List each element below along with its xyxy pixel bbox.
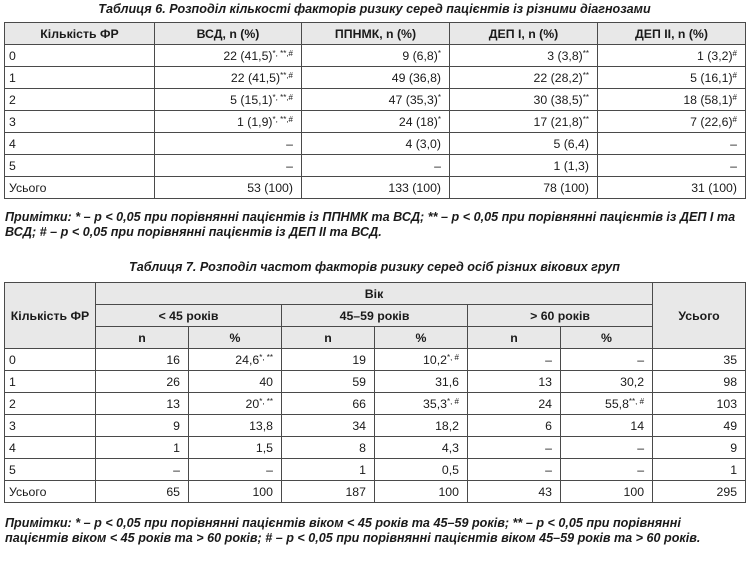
table7-cell-value: 8 — [359, 440, 366, 455]
table7-cell-value: 24 — [538, 396, 552, 411]
table7-cell-value: 34 — [352, 418, 366, 433]
table6-cell — [155, 177, 302, 199]
table6-cell-significance: * — [437, 92, 441, 102]
table6-cell — [450, 45, 598, 67]
table7-cell — [282, 349, 375, 371]
table7-row — [5, 481, 746, 503]
table7-cell-value: 30,2 — [620, 374, 645, 389]
table7-cell — [561, 393, 653, 415]
table6-row — [5, 177, 746, 199]
table7-row-label: 3 — [5, 415, 96, 437]
table7-cell-value: – — [545, 440, 552, 455]
table7-cell-value: 59 — [352, 374, 366, 389]
table7-header-row — [5, 283, 746, 305]
table6-cell — [302, 45, 450, 67]
table7-row — [5, 371, 746, 393]
table6-row-label: 0 — [5, 45, 155, 67]
table7-cell-value: 9 — [730, 440, 738, 455]
table7-cell — [653, 481, 746, 503]
table7-cell-value: 187 — [345, 484, 366, 499]
table7-cell-value: 1,5 — [255, 440, 273, 455]
table7-cell-value: 103 — [716, 396, 738, 411]
table6-cell-value: 5 (6,4) — [553, 136, 589, 151]
table7-cell — [189, 371, 282, 393]
table6-row — [5, 45, 746, 67]
table7-body — [5, 349, 746, 503]
table6 — [4, 22, 746, 199]
table6-header-cell: ВСД, n (%) — [155, 23, 302, 45]
table7-row — [5, 393, 746, 415]
table7-subheader: n — [282, 327, 375, 349]
table7-cell-value: 295 — [716, 484, 738, 499]
table6-cell-significance: # — [732, 48, 737, 58]
table6-cell-value: 5 (16,1) — [690, 70, 733, 85]
table7-row-label: 4 — [5, 437, 96, 459]
table7-cell — [96, 371, 189, 393]
table7-cell-value: – — [545, 352, 552, 367]
table7-cell-value: 24,6 — [235, 352, 260, 367]
table7-subheader: n — [96, 327, 189, 349]
table6-cell — [598, 177, 746, 199]
table6-header-cell: ППНМК, n (%) — [302, 23, 450, 45]
table7-row — [5, 349, 746, 371]
table7-row — [5, 459, 746, 481]
table7-cell — [282, 415, 375, 437]
table7-cell-value: 10,2 — [423, 352, 447, 367]
table7-cell — [561, 415, 653, 437]
table6-cell-significance: # — [732, 70, 737, 80]
table7-cell-value: 6 — [545, 418, 552, 433]
table6-cell — [302, 89, 450, 111]
table7-total-header: Усього — [653, 283, 746, 349]
table6-cell-significance: ** — [582, 48, 589, 58]
table6-row — [5, 133, 746, 155]
table6-row — [5, 89, 746, 111]
table7-subheader: % — [561, 327, 653, 349]
table7-cell — [561, 371, 653, 393]
table6-cell — [598, 45, 746, 67]
table7-cell — [468, 371, 561, 393]
table6-cell-value: 47 (35,3) — [388, 92, 438, 107]
table7-cell-value: 18,2 — [435, 418, 459, 433]
table6-cell-value: – — [730, 136, 737, 151]
table7-cell — [96, 393, 189, 415]
table6-cell-value: 133 (100) — [388, 180, 441, 195]
table6-row — [5, 111, 746, 133]
table6-cell — [155, 133, 302, 155]
table7-cell — [282, 371, 375, 393]
table7-cell-value: 35,3 — [423, 396, 447, 411]
table7-cell-value: 35 — [723, 352, 738, 367]
table6-caption: Таблиця 6. Розподіл кількості факторів ризику серед пацієнтів із різними діагнозами — [98, 2, 651, 16]
table6-cell — [155, 67, 302, 89]
table7-cell — [189, 393, 282, 415]
table6-cell-value: 49 (36,8) — [391, 70, 441, 85]
table6-cell-significance: *, **,# — [272, 114, 293, 124]
table6-cell-value: 1 (3,2) — [697, 48, 733, 63]
table7-cell — [375, 437, 468, 459]
table7-cell — [375, 459, 468, 481]
table7-cell-value: 40 — [259, 374, 273, 389]
table6-header-cell: Кількість ФР — [5, 23, 155, 45]
table6-header-cell: ДЕП ІІ, n (%) — [598, 23, 746, 45]
table7-cell — [468, 349, 561, 371]
table6-cell — [302, 177, 450, 199]
table6-cell-value: – — [286, 136, 293, 151]
table7-cell-value: – — [637, 462, 645, 477]
table6-cell-value: 7 (22,6) — [690, 114, 733, 129]
table6-cell-significance: *, **,# — [272, 48, 293, 58]
table6-header-cell: ДЕП І, n (%) — [450, 23, 598, 45]
table6-cell-value: 18 (58,1) — [683, 92, 733, 107]
table7-cell-value: 13,8 — [249, 418, 273, 433]
table6-header-row — [5, 23, 746, 45]
table7-cell — [189, 481, 282, 503]
table7-cell-value: 100 — [252, 484, 273, 499]
table6-cell — [598, 89, 746, 111]
table6-cell-value: 22 (41,5) — [223, 48, 273, 63]
table6-cell-significance: ** — [582, 70, 589, 80]
table7-group-header: 45–59 років — [282, 305, 468, 327]
table6-row-label: 4 — [5, 133, 155, 155]
table7-cell-value: 1 — [359, 462, 366, 477]
table6-cell — [450, 89, 598, 111]
table7-cell-value: 1 — [173, 440, 180, 455]
table7-subheader: n — [468, 327, 561, 349]
table6-note: Примітки: * – p < 0,05 при порівнянні пацієнтів із ППНМК та ВСД; ** – p < 0,05 при порівнянні пацієнтів із ДЕП І та ВСД; # – p < 0,05 при порівнянні пацієнтів із ДЕП ІІ та ВСД. — [5, 210, 736, 239]
table7-cell-value: – — [266, 462, 273, 477]
table7-cell-value: 9 — [173, 418, 180, 433]
table7-cell-value: 43 — [538, 484, 552, 499]
table7-cell — [282, 459, 375, 481]
table7-cell-value: – — [545, 462, 552, 477]
table6-cell-significance: **,# — [280, 70, 293, 80]
table6-cell-value: 17 (21,8) — [533, 114, 583, 129]
table6-row — [5, 67, 746, 89]
table6-cell-value: 22 (28,2) — [533, 70, 583, 85]
table6-cell — [450, 67, 598, 89]
table7-cell-value: 49 — [723, 418, 738, 433]
table7-cell — [375, 393, 468, 415]
table6-cell-significance: * — [437, 114, 441, 124]
table7-cell — [561, 481, 653, 503]
table7-row — [5, 415, 746, 437]
table6-cell-value: 78 (100) — [543, 180, 589, 195]
table7-cell-significance: *, # — [446, 396, 459, 406]
table7-cell-value: 98 — [723, 374, 738, 389]
table6-body — [5, 45, 746, 199]
table6-cell — [598, 133, 746, 155]
table6-cell — [302, 133, 450, 155]
table7-cell — [468, 459, 561, 481]
table7-group-header: > 60 років — [468, 305, 653, 327]
table7-cell — [189, 349, 282, 371]
table6-cell-value: – — [434, 158, 441, 173]
table7-cell — [96, 459, 189, 481]
table7-cell — [653, 393, 746, 415]
table7-cell — [96, 349, 189, 371]
table6-cell-value: 22 (41,5) — [230, 70, 281, 85]
table6-cell-value: 4 (3,0) — [405, 136, 441, 151]
table7-cell-value: 20 — [245, 396, 260, 411]
table7-cell — [96, 415, 189, 437]
table7-cell — [189, 415, 282, 437]
table6-cell — [155, 155, 302, 177]
table6-cell-value: 1 (1,9) — [236, 114, 273, 129]
table7-cell-value: 4,3 — [441, 440, 459, 455]
table6-cell — [155, 89, 302, 111]
table7-cell — [375, 481, 468, 503]
table6-cell — [302, 67, 450, 89]
table7-cell-value: 66 — [352, 396, 366, 411]
table7-cell-value: – — [637, 352, 645, 367]
table6-cell-significance: # — [732, 114, 737, 124]
table6-cell-value: – — [286, 158, 293, 173]
table6-cell — [155, 45, 302, 67]
table7-cell-value: 0,5 — [441, 462, 459, 477]
table7-row-label: 2 — [5, 393, 96, 415]
table6-cell-significance: ** — [582, 114, 589, 124]
table6-row-label: 3 — [5, 111, 155, 133]
table6-cell-value: 24 (18) — [398, 114, 438, 129]
table7-cell-value: 100 — [438, 484, 459, 499]
table7-cell — [653, 371, 746, 393]
table7-cell-value: 65 — [166, 484, 180, 499]
table7-cell-value: 1 — [730, 462, 738, 477]
table7-row-label: 0 — [5, 349, 96, 371]
table7-cell-value: 31,6 — [435, 374, 459, 389]
table7-row-label: 1 — [5, 371, 96, 393]
table6-cell-value: 9 (6,8) — [402, 48, 438, 63]
table6-cell — [598, 155, 746, 177]
table7-subheader: % — [189, 327, 282, 349]
table7-cell — [468, 393, 561, 415]
table7-row — [5, 437, 746, 459]
table7-cell — [189, 437, 282, 459]
table7-age-header: Вік — [96, 283, 653, 305]
table7-cell — [282, 437, 375, 459]
table6-cell-significance: *, **,# — [272, 92, 293, 102]
table7-cell-value: 100 — [623, 484, 645, 499]
table7-cell-value: 14 — [630, 418, 645, 433]
table6-row-label: 1 — [5, 67, 155, 89]
table7-group-row — [5, 305, 746, 327]
table7-cell — [468, 481, 561, 503]
table6-row-label: 5 — [5, 155, 155, 177]
table6-row — [5, 155, 746, 177]
table6-cell-value: 53 (100) — [247, 180, 293, 195]
table7-cell — [561, 437, 653, 459]
table6-cell-value: 5 (15,1) — [230, 92, 273, 107]
table7-cell-value: 26 — [166, 374, 180, 389]
table7-note: Примітки: * – p < 0,05 при порівнянні пацієнтів віком < 45 років та 45–59 років; ** – p < 0,05 при порівнянні пацієнтів віком < 45 років та > 60 років; # – p < 0,05 при порівнянні пацієнтів віком 45–59 років та > 60 років. — [5, 516, 701, 545]
table7-row-label: Усього — [5, 481, 96, 503]
table7-cell — [653, 349, 746, 371]
table7-cell — [189, 459, 282, 481]
table6-cell-value: 1 (1,3) — [553, 158, 589, 173]
table7-caption: Таблиця 7. Розподіл частот факторів ризику серед осіб різних вікових груп — [129, 260, 620, 274]
table7-cell — [468, 437, 561, 459]
table7-cell — [375, 415, 468, 437]
table7-cell-significance: **, # — [628, 396, 645, 406]
table6-cell-value: – — [730, 158, 737, 173]
table7-cell — [375, 371, 468, 393]
table7-cell — [282, 481, 375, 503]
table7-cell-value: 19 — [352, 352, 366, 367]
table7-group-header: < 45 років — [96, 305, 282, 327]
table7-label-header: Кількість ФР — [5, 283, 96, 349]
table7 — [4, 282, 746, 503]
table7-cell-significance: *, # — [446, 352, 459, 362]
table6-cell-value: 30 (38,5) — [533, 92, 583, 107]
table6-cell-significance: # — [732, 92, 737, 102]
table7-cell-significance: *, ** — [259, 396, 273, 406]
table6-cell — [450, 133, 598, 155]
table7-cell — [282, 393, 375, 415]
table7-cell — [653, 459, 746, 481]
table7-cell — [561, 349, 653, 371]
table7-cell — [375, 349, 468, 371]
table6-cell — [450, 155, 598, 177]
table6-cell-value: 3 (3,8) — [547, 48, 583, 63]
table7-cell-value: – — [637, 440, 645, 455]
table6-cell — [155, 111, 302, 133]
table6-cell-significance: ** — [582, 92, 589, 102]
table7-cell-significance: *, ** — [259, 352, 273, 362]
table7-cell-value: 13 — [538, 374, 552, 389]
table7-cell — [653, 437, 746, 459]
table7-cell — [468, 415, 561, 437]
table7-subheader: % — [375, 327, 468, 349]
table6-cell — [598, 111, 746, 133]
table7-subheader-row — [5, 327, 746, 349]
table7-row-label: 5 — [5, 459, 96, 481]
table7-cell-value: 16 — [166, 352, 180, 367]
table6-cell — [598, 67, 746, 89]
table6-row-label: 2 — [5, 89, 155, 111]
table7-cell — [561, 459, 653, 481]
table7-cell-value: 55,8 — [604, 396, 629, 411]
table6-row-label: Усього — [5, 177, 155, 199]
table6-cell-value: 31 (100) — [691, 180, 737, 195]
table6-cell — [450, 177, 598, 199]
table7-cell — [96, 437, 189, 459]
table6-cell — [302, 111, 450, 133]
table6-cell — [450, 111, 598, 133]
table6-cell — [302, 155, 450, 177]
table7-cell-value: – — [173, 462, 180, 477]
table7-cell — [653, 415, 746, 437]
table6-cell-significance: * — [437, 48, 441, 58]
table7-cell — [96, 481, 189, 503]
table7-cell-value: 13 — [166, 396, 180, 411]
